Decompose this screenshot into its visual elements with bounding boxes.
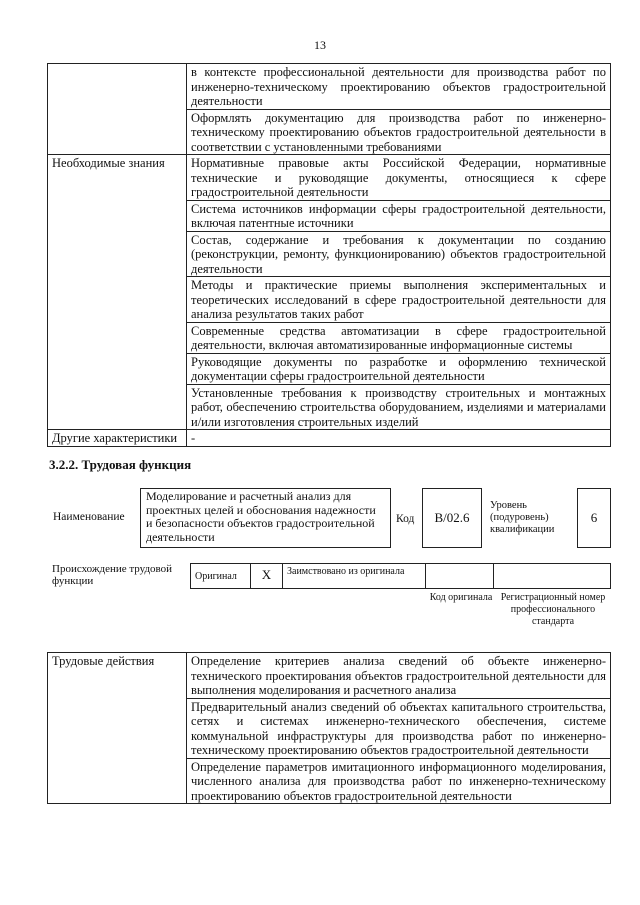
table-cell: Нормативные правовые акты Российской Федерации, нормативные технические и руководящие документы, относящиеся к сфере градостроительной деятельности <box>187 155 611 201</box>
table-cell: Система источников информации сферы градостроительной деятельности, включая патентные источники <box>187 200 611 231</box>
section-heading: 3.2.2. Трудовая функция <box>49 457 192 472</box>
function-name-box <box>140 488 391 548</box>
table-row <box>48 64 611 110</box>
table-row <box>48 155 611 201</box>
code-value: B/02.6 <box>434 510 470 525</box>
borrowed-cell <box>283 564 426 588</box>
row-label: Необходимые знания <box>48 155 187 430</box>
code-box <box>422 488 482 548</box>
table-row <box>48 430 611 447</box>
row-label: Трудовые действия <box>48 653 187 804</box>
function-name-value: Моделирование и расчетный анализ для проектных целей и обоснования надежности и безопасности объектов градостроительной деятельности <box>146 489 376 544</box>
original-label: Оригинал <box>195 571 237 582</box>
labor-actions-table <box>47 652 611 804</box>
table-cell: Установленные требования к производству строительных и монтажных работ, обеспечению строительства оборудованием, изделиями и материалами и/или изготовления строительных изделий <box>187 384 611 430</box>
origin-label: Происхождение трудовой функции <box>52 563 173 587</box>
original-cell <box>191 564 251 588</box>
table-cell: Руководящие документы по разработке и оформлению технической документации сферы градостроительной деятельности <box>187 353 611 384</box>
original-mark: X <box>251 564 283 588</box>
table-cell: Предварительный анализ сведений об объектах капитального строительства, сетях и системах инженерно-технического обеспечения, системе коммунальной инфраструктуры для производства работ по инженерно-техническому проектированию объектов градостроительной деятельности <box>187 698 611 758</box>
table-cell: Определение параметров имитационного информационного моделирования, численного анализа для производства работ по инженерно-техническому проектированию объектов градостроительной деятельности <box>187 758 611 804</box>
table-cell: Определение критериев анализа сведений об объекте инженерно-технического проектирования объектов градостроительной деятельности для выполнения моделирования и расчетного анализа <box>187 653 611 699</box>
table-row <box>48 653 611 699</box>
original-code-cell <box>426 564 494 588</box>
table-cell: - <box>187 430 611 447</box>
row-label <box>48 64 187 155</box>
table-cell: Современные средства автоматизации в сфере градостроительной деятельности, включая автоматизированные информационные системы <box>187 322 611 353</box>
level-box <box>577 488 611 548</box>
code-label: Код <box>396 513 415 525</box>
registration-caption: Регистрационный номер профессионального стандарта <box>500 592 606 627</box>
name-label: Наименование <box>53 511 125 523</box>
table-cell: Состав, содержание и требования к документации по созданию (реконструкции, ремонту, функционированию) объектов градостроительной деятельности <box>187 231 611 277</box>
code-caption: Код оригинала <box>429 592 493 603</box>
origin-row <box>190 563 611 589</box>
level-label: Уровень (подуровень) квалификации <box>490 500 555 535</box>
registration-number-cell <box>494 564 610 588</box>
table-cell: Методы и практические приемы выполнения экспериментальных и теоретических исследований в сфере градостроительной деятельности для анализа результатов таких работ <box>187 277 611 323</box>
skills-knowledge-table <box>47 63 611 447</box>
page-number: 13 <box>314 38 326 52</box>
level-value: 6 <box>590 510 598 525</box>
row-label: Другие характеристики <box>48 430 187 447</box>
borrowed-label: Заимствовано из оригинала <box>287 566 405 577</box>
table-cell: Оформлять документацию для производства работ по инженерно-техническому проектированию объектов градостроительной деятельности в соответствии с установленными требованиями <box>187 109 611 155</box>
table-cell: в контексте профессиональной деятельности для производства работ по инженерно-техническому проектированию объектов градостроительной деятельности <box>187 64 611 110</box>
